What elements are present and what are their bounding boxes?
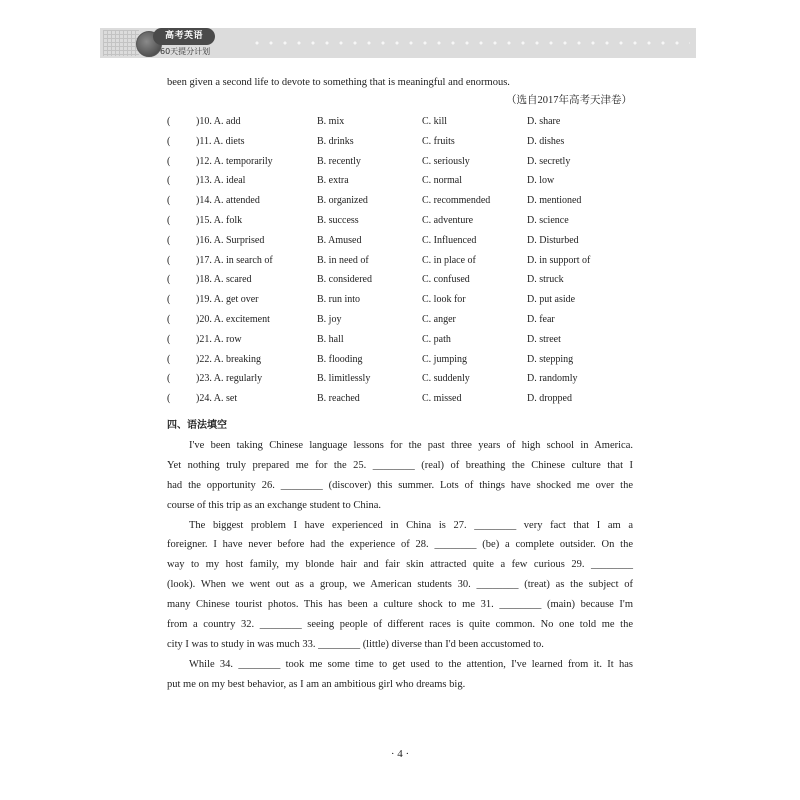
option-a: )21. A. row <box>196 333 242 345</box>
answer-blank: ( <box>167 333 171 345</box>
answer-blank: ( <box>167 313 171 325</box>
option-b: B. recently <box>317 155 361 167</box>
question-row <box>167 271 637 291</box>
answer-blank: ( <box>167 214 171 226</box>
passage-line: had the opportunity 26. ________ (discover) this summer. Lots of things have shocked me over the <box>167 479 633 491</box>
option-d: D. Disturbed <box>527 234 579 246</box>
option-c: C. normal <box>422 175 462 187</box>
passage-line: foreigner. I have never before had the experience of 28. ________ (be) a complete outsider. On the <box>167 539 633 551</box>
option-d: D. secretly <box>527 155 571 167</box>
question-row <box>167 172 637 192</box>
answer-blank: ( <box>167 353 171 365</box>
option-c: C. anger <box>422 313 456 325</box>
header-dots <box>250 41 690 45</box>
option-d: D. dropped <box>527 393 572 405</box>
answer-blank: ( <box>167 294 171 306</box>
option-a: )20. A. excitement <box>196 313 270 325</box>
option-c: C. in place of <box>422 254 476 266</box>
option-d: D. dishes <box>527 135 565 147</box>
option-c: C. kill <box>422 116 448 127</box>
option-b: B. drinks <box>317 135 354 147</box>
answer-blank: ( <box>167 274 171 286</box>
question-row <box>167 252 637 272</box>
option-b: B. joy <box>317 313 342 325</box>
option-a: )24. A. set <box>196 393 238 405</box>
option-d: D. street <box>527 333 561 345</box>
passage-line: from a country 32. ________ seeing people of different races is quite common. No one told me the <box>167 619 633 631</box>
option-b: B. limitlessly <box>317 373 371 385</box>
option-a: )13. A. ideal <box>196 175 246 187</box>
question-row <box>167 291 637 311</box>
option-d: D. share <box>527 116 561 127</box>
logo-subtitle: 60天提分计划 <box>160 47 211 56</box>
question-row <box>167 390 637 410</box>
option-d: D. randomly <box>527 373 578 385</box>
option-c: C. path <box>422 333 451 345</box>
answer-blank: ( <box>167 155 171 167</box>
option-a: )17. A. in search of <box>196 254 273 266</box>
option-b: B. considered <box>317 274 372 286</box>
answer-blank: ( <box>167 116 171 127</box>
option-c: C. suddenly <box>422 373 470 385</box>
option-c: C. fruits <box>422 135 455 147</box>
option-c: C. seriously <box>422 155 470 167</box>
answer-blank: ( <box>167 234 171 246</box>
option-d: D. mentioned <box>527 195 582 207</box>
question-row <box>167 153 637 173</box>
question-row <box>167 351 637 371</box>
intro-text: been given a second life to devote to something that is meaningful and enormous. <box>167 77 510 88</box>
question-list <box>167 113 637 410</box>
option-d: D. low <box>527 175 555 187</box>
answer-blank: ( <box>167 393 171 405</box>
option-b: B. Amused <box>317 234 362 246</box>
option-d: D. put aside <box>527 294 576 306</box>
option-a: )12. A. temporarily <box>196 155 273 167</box>
answer-blank: ( <box>167 175 171 187</box>
answer-blank: ( <box>167 135 171 147</box>
question-row <box>167 311 637 331</box>
passage-line: Yet nothing truly prepared me for the 25. ________ (real) of breathing the Chinese culture that I <box>167 459 633 471</box>
option-b: B. mix <box>317 116 345 127</box>
logo-title: 高考英语 <box>153 28 215 45</box>
option-b: B. run into <box>317 294 361 306</box>
option-c: C. recommended <box>422 195 491 207</box>
question-row <box>167 192 637 212</box>
answer-blank: ( <box>167 195 171 207</box>
source-note: （选自2017年高考天津卷） <box>506 95 632 106</box>
option-c: C. Influenced <box>422 234 477 246</box>
option-b: B. success <box>317 214 359 226</box>
option-a: )22. A. breaking <box>196 353 261 365</box>
option-c: C. look for <box>422 294 466 306</box>
question-row <box>167 133 637 153</box>
option-d: D. in support of <box>527 254 591 266</box>
option-c: C. jumping <box>422 353 468 365</box>
option-a: )14. A. attended <box>196 195 260 207</box>
option-a: )16. A. Surprised <box>196 234 265 246</box>
passage-line: way to my host family, my blonde hair and fair skin attracted quite a few curious 29. ________ <box>167 559 633 571</box>
question-row <box>167 370 637 390</box>
option-d: D. science <box>527 214 569 226</box>
option-a: )23. A. regularly <box>196 373 263 385</box>
passage-line: put me on my best behavior, as I am an ambitious girl who dreams big. <box>167 678 466 690</box>
passage-line: course of this trip as an exchange student to China. <box>167 499 382 511</box>
passage-line: The biggest problem I have experienced in China is 27. ________ very fact that I am a <box>189 519 633 531</box>
question-row <box>167 113 637 133</box>
option-a: )10. A. add <box>196 116 241 127</box>
option-b: B. in need of <box>317 254 369 266</box>
passage-line: I've been taking Chinese language lessons for the past three years of high school in America. <box>189 440 633 451</box>
option-a: )18. A. scared <box>196 274 252 286</box>
question-row <box>167 212 637 232</box>
option-b: B. hall <box>317 333 344 345</box>
question-row <box>167 232 637 252</box>
option-b: B. organized <box>317 195 368 207</box>
option-b: B. extra <box>317 175 349 187</box>
option-a: )11. A. diets <box>196 135 245 147</box>
grammar-passage <box>167 436 633 695</box>
option-a: )19. A. get over <box>196 294 259 306</box>
option-b: B. flooding <box>317 353 363 365</box>
option-c: C. adventure <box>422 214 474 226</box>
option-c: C. confused <box>422 274 470 286</box>
option-b: B. reached <box>317 393 360 405</box>
section-title: 四、语法填空 <box>167 420 227 431</box>
option-d: D. struck <box>527 274 564 286</box>
page-number: · 4 · <box>390 748 410 760</box>
passage-line: city I was to study in was much 33. ________ (little) diverse than I'd been accustomed to. <box>167 638 544 650</box>
answer-blank: ( <box>167 254 171 266</box>
option-a: )15. A. folk <box>196 214 243 226</box>
answer-blank: ( <box>167 373 171 385</box>
passage-line: many Chinese tourist photos. This has been a culture shock to me 31. ________ (main) because I'm <box>167 599 633 611</box>
option-d: D. fear <box>527 313 555 325</box>
passage-line: (look). When we went out as a group, we American students 30. ________ (treat) as the subject of <box>167 579 633 591</box>
passage-line: While 34. ________ took me some time to get used to the attention, I've learned from it. It has <box>189 658 633 670</box>
question-row <box>167 331 637 351</box>
option-c: C. missed <box>422 393 462 405</box>
header-grid-pattern <box>103 30 139 56</box>
option-d: D. stepping <box>527 353 574 365</box>
